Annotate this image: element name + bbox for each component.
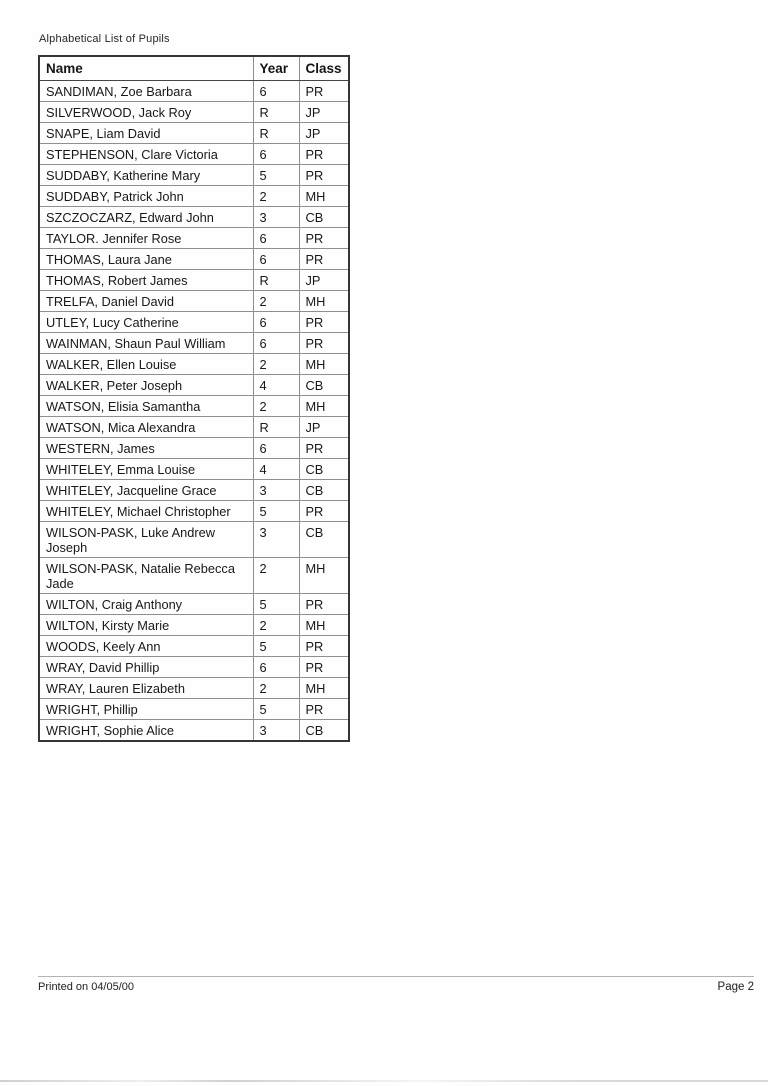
pupil-table-body — [39, 81, 349, 742]
pupil-class: MH — [299, 354, 349, 375]
page-number-label: Page 2 — [717, 981, 754, 993]
pupil-year: 3 — [253, 720, 299, 742]
pupil-year: R — [253, 102, 299, 123]
pupil-class: PR — [299, 333, 349, 354]
pupil-year: 5 — [253, 501, 299, 522]
pupil-name: THOMAS, Robert James — [39, 270, 253, 291]
pupil-class: PR — [299, 699, 349, 720]
pupil-year: 6 — [253, 228, 299, 249]
pupil-class: CB — [299, 522, 349, 558]
pupil-class: MH — [299, 615, 349, 636]
table-row — [39, 459, 349, 480]
pupil-class: PR — [299, 438, 349, 459]
table-row — [39, 81, 349, 102]
table-row — [39, 144, 349, 165]
pupil-name: SILVERWOOD, Jack Roy — [39, 102, 253, 123]
scan-edge-artifact — [0, 1080, 768, 1082]
pupil-year: 2 — [253, 354, 299, 375]
table-row — [39, 720, 349, 742]
pupil-year: 6 — [253, 144, 299, 165]
table-row — [39, 270, 349, 291]
pupil-name: SZCZOCZARZ, Edward John — [39, 207, 253, 228]
pupil-class: PR — [299, 594, 349, 615]
table-row — [39, 249, 349, 270]
pupil-name: WOODS, Keely Ann — [39, 636, 253, 657]
pupil-name: WRIGHT, Phillip — [39, 699, 253, 720]
table-row — [39, 417, 349, 438]
pupil-year: 6 — [253, 249, 299, 270]
column-header-name: Name — [39, 56, 253, 81]
pupil-name: WRAY, David Phillip — [39, 657, 253, 678]
pupil-class: PR — [299, 249, 349, 270]
pupil-name: SANDIMAN, Zoe Barbara — [39, 81, 253, 102]
table-row — [39, 699, 349, 720]
pupil-year: 6 — [253, 312, 299, 333]
pupil-class: CB — [299, 720, 349, 742]
table-row — [39, 207, 349, 228]
pupil-year: 3 — [253, 207, 299, 228]
pupil-name: SUDDABY, Patrick John — [39, 186, 253, 207]
pupil-year: 6 — [253, 438, 299, 459]
pupil-class: PR — [299, 312, 349, 333]
pupil-name: UTLEY, Lucy Catherine — [39, 312, 253, 333]
table-row — [39, 375, 349, 396]
pupil-name: WHITELEY, Michael Christopher — [39, 501, 253, 522]
pupil-class: CB — [299, 480, 349, 501]
printed-on-label: Printed on 04/05/00 — [38, 981, 135, 993]
pupil-name: WAINMAN, Shaun Paul William — [39, 333, 253, 354]
table-row — [39, 480, 349, 501]
table-row — [39, 636, 349, 657]
pupil-class: JP — [299, 270, 349, 291]
pupil-year: 2 — [253, 186, 299, 207]
pupil-class: MH — [299, 558, 349, 594]
pupil-class: CB — [299, 459, 349, 480]
pupil-name: WRAY, Lauren Elizabeth — [39, 678, 253, 699]
pupil-year: 2 — [253, 615, 299, 636]
pupil-name: WHITELEY, Jacqueline Grace — [39, 480, 253, 501]
pupil-class: JP — [299, 102, 349, 123]
pupil-class: PR — [299, 636, 349, 657]
pupil-class: CB — [299, 375, 349, 396]
pupil-name: WALKER, Peter Joseph — [39, 375, 253, 396]
pupil-year: R — [253, 417, 299, 438]
pupil-name: WALKER, Ellen Louise — [39, 354, 253, 375]
pupil-class: CB — [299, 207, 349, 228]
pupil-class: MH — [299, 186, 349, 207]
column-header-class: Class — [299, 56, 349, 81]
pupil-year: 5 — [253, 699, 299, 720]
pupil-year: 3 — [253, 522, 299, 558]
table-row — [39, 186, 349, 207]
pupil-class: PR — [299, 501, 349, 522]
table-header-row — [39, 56, 349, 81]
pupil-class: MH — [299, 678, 349, 699]
pupil-class: JP — [299, 417, 349, 438]
table-row — [39, 522, 349, 558]
pupil-year: 5 — [253, 594, 299, 615]
pupil-name: SNAPE, Liam David — [39, 123, 253, 144]
pupil-name: TAYLOR. Jennifer Rose — [39, 228, 253, 249]
pupil-name: WATSON, Mica Alexandra — [39, 417, 253, 438]
table-row — [39, 657, 349, 678]
pupil-class: PR — [299, 165, 349, 186]
pupil-year: 4 — [253, 375, 299, 396]
table-row — [39, 558, 349, 594]
pupil-year: 3 — [253, 480, 299, 501]
pupil-name: SUDDABY, Katherine Mary — [39, 165, 253, 186]
table-row — [39, 501, 349, 522]
pupil-name: THOMAS, Laura Jane — [39, 249, 253, 270]
table-row — [39, 312, 349, 333]
pupil-class: JP — [299, 123, 349, 144]
table-row — [39, 594, 349, 615]
table-row — [39, 123, 349, 144]
pupil-year: 2 — [253, 558, 299, 594]
pupil-name: WHITELEY, Emma Louise — [39, 459, 253, 480]
pupil-name: WILTON, Craig Anthony — [39, 594, 253, 615]
page-title: Alphabetical List of Pupils — [39, 33, 170, 45]
pupil-name: WILSON-PASK, Luke Andrew Joseph — [39, 522, 253, 558]
pupil-year: 4 — [253, 459, 299, 480]
pupil-year: R — [253, 123, 299, 144]
table-row — [39, 615, 349, 636]
pupil-name: WESTERN, James — [39, 438, 253, 459]
pupil-name: WILSON-PASK, Natalie Rebecca Jade — [39, 558, 253, 594]
pupil-name: STEPHENSON, Clare Victoria — [39, 144, 253, 165]
table-row — [39, 438, 349, 459]
pupil-year: 6 — [253, 333, 299, 354]
table-row — [39, 291, 349, 312]
pupil-year: 5 — [253, 165, 299, 186]
table-row — [39, 165, 349, 186]
footer-divider — [38, 976, 754, 977]
pupil-year: 5 — [253, 636, 299, 657]
pupil-year: 2 — [253, 678, 299, 699]
pupil-name: WATSON, Elisia Samantha — [39, 396, 253, 417]
pupil-class: MH — [299, 291, 349, 312]
table-row — [39, 228, 349, 249]
pupil-name: WRIGHT, Sophie Alice — [39, 720, 253, 742]
pupil-year: 2 — [253, 291, 299, 312]
pupil-class: MH — [299, 396, 349, 417]
pupils-table — [38, 55, 350, 742]
pupil-year: R — [253, 270, 299, 291]
pupil-class: PR — [299, 657, 349, 678]
pupil-name: WILTON, Kirsty Marie — [39, 615, 253, 636]
pupil-class: PR — [299, 144, 349, 165]
pupil-class: PR — [299, 228, 349, 249]
column-header-year: Year — [253, 56, 299, 81]
table-row — [39, 102, 349, 123]
pupil-year: 6 — [253, 81, 299, 102]
pupil-class: PR — [299, 81, 349, 102]
pupil-year: 2 — [253, 396, 299, 417]
pupil-year: 6 — [253, 657, 299, 678]
table-row — [39, 354, 349, 375]
table-row — [39, 333, 349, 354]
pupil-name: TRELFA, Daniel David — [39, 291, 253, 312]
table-row — [39, 396, 349, 417]
table-row — [39, 678, 349, 699]
